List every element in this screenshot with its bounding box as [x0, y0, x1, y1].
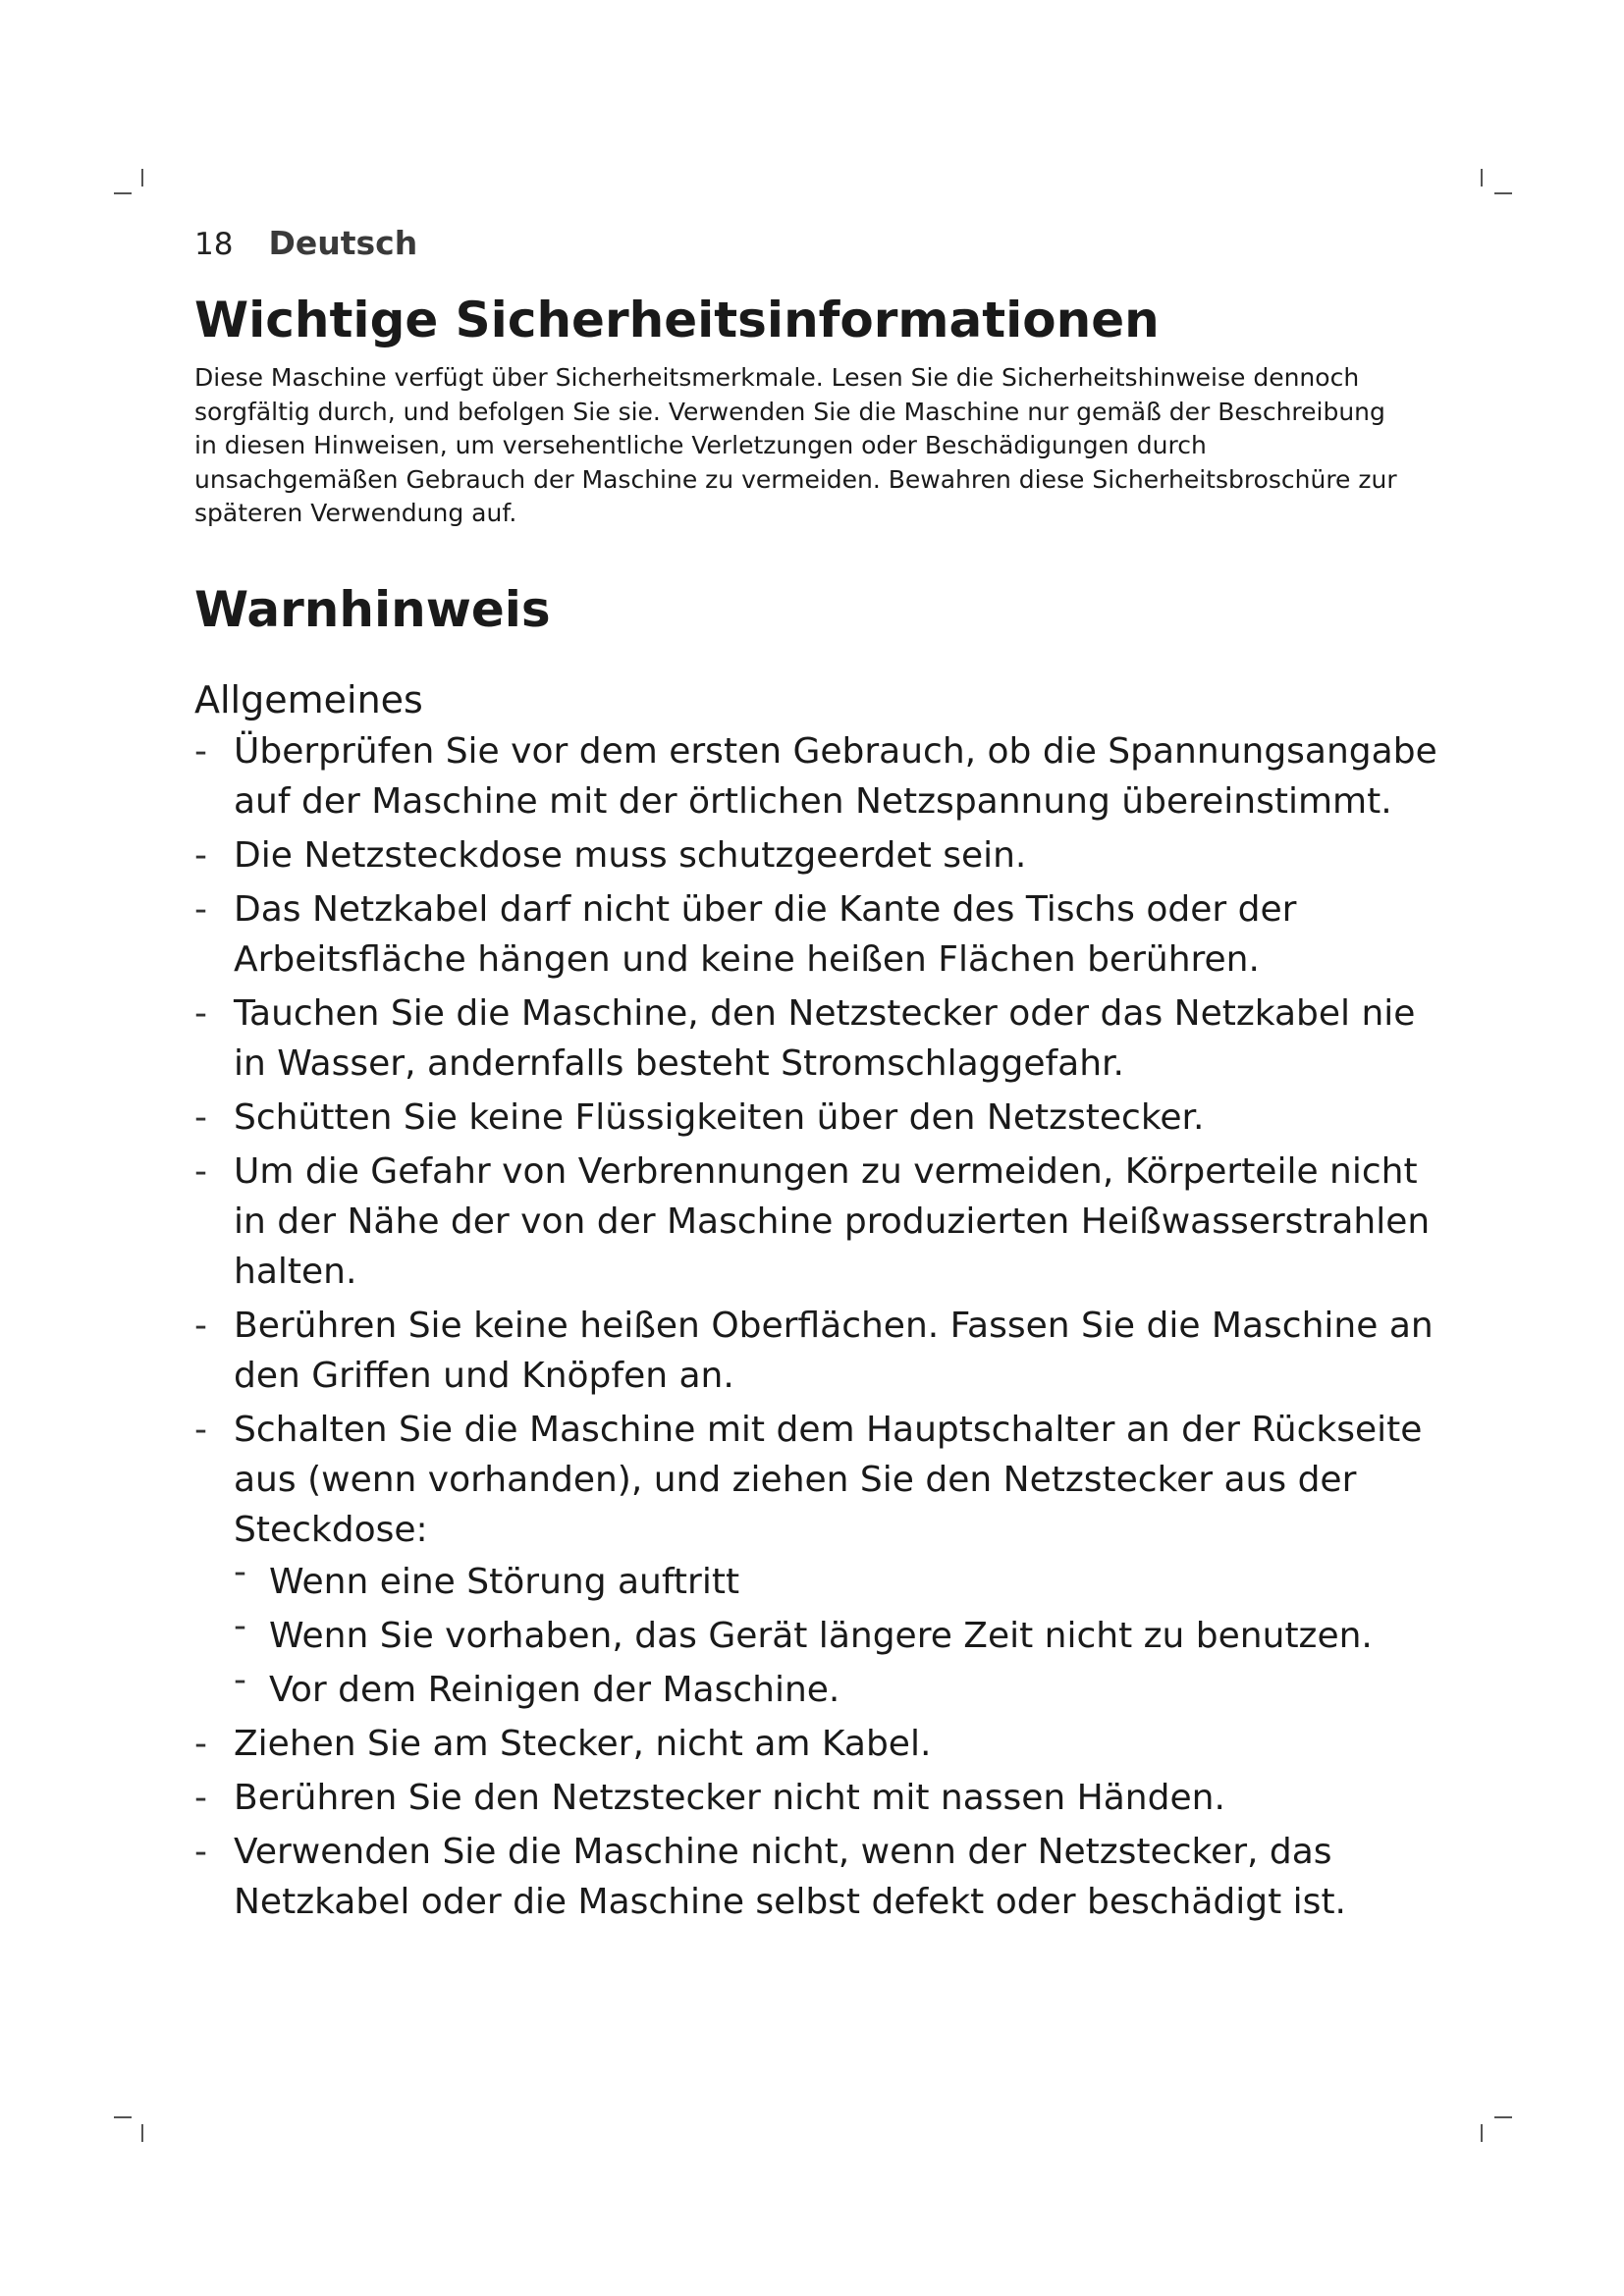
crop-mark-top-left-v	[141, 169, 143, 187]
list-item	[194, 1093, 1441, 1143]
list-item-text: Berühren Sie den Netzstecker nicht mit nassen Händen.	[234, 1778, 1225, 1819]
sub-list-item	[234, 1660, 1441, 1715]
crop-mark-top-right-v	[1481, 169, 1483, 187]
list-item-text: Berühren Sie keine heißen Oberflächen. Fassen Sie die Maschine an den Griffen und Knöpfen an.	[234, 1306, 1434, 1397]
list-item	[194, 884, 1441, 985]
list-item-text: Verwenden Sie die Maschine nicht, wenn der Netzstecker, das Netzkabel oder die Maschine selbst defekt oder beschädigt ist.	[234, 1832, 1346, 1923]
list-item	[194, 988, 1441, 1089]
list-item-text: Tauchen Sie die Maschine, den Netzstecker oder das Netzkabel nie in Wasser, andernfalls besteht Stromschlaggefahr.	[234, 993, 1416, 1085]
sub-list-item	[234, 1552, 1441, 1607]
warning-list	[194, 726, 1441, 1927]
list-item-text: Überprüfen Sie vor dem ersten Gebrauch, ob die Spannungsangabe auf der Maschine mit der örtlichen Netzspannung übereinstimmt.	[234, 731, 1437, 823]
bullet-dash: -	[194, 1410, 207, 1451]
sub-bullet: -	[234, 1660, 246, 1701]
page-header	[194, 224, 417, 262]
sub-bullet: -	[234, 1606, 246, 1647]
list-item	[194, 1147, 1441, 1297]
list-item	[194, 1827, 1441, 1927]
bullet-dash: -	[194, 889, 207, 931]
sub-list-item-text: Wenn Sie vorhaben, das Gerät längere Zeit nicht zu benutzen.	[269, 1616, 1373, 1657]
list-item	[194, 1405, 1441, 1715]
bullet-dash: -	[194, 1306, 207, 1347]
crop-mark-bottom-right-v	[1481, 2124, 1483, 2142]
bullet-dash: -	[194, 1724, 207, 1765]
crop-mark-bottom-left-h	[114, 2116, 132, 2118]
warning-subtitle: Allgemeines	[194, 677, 423, 721]
bullet-dash: -	[194, 731, 207, 773]
list-item-text: Schalten Sie die Maschine mit dem Hauptschalter an der Rückseite aus (wenn vorhanden), und ziehen Sie den Netzstecker aus der Steckdose:	[234, 1410, 1423, 1551]
crop-mark-top-left-h	[114, 192, 132, 194]
crop-mark-bottom-left-v	[141, 2124, 143, 2142]
sub-list	[234, 1552, 1441, 1715]
safety-intro: Diese Maschine verfügt über Sicherheitsmerkmale. Lesen Sie die Sicherheitshinweise dennoch sorgfältig durch, und befolgen Sie sie. Verwenden Sie die Maschine nur gemäß der Beschreibung in diesen Hinweisen, um versehentliche Verletzungen oder Beschädigungen durch unsachgemäßen Gebrauch der Maschine zu vermeiden. Bewahren diese Sicherheitsbroschüre zur späteren Verwendung auf.	[194, 363, 1397, 527]
list-item	[194, 1301, 1441, 1401]
bullet-dash: -	[194, 1832, 207, 1873]
sub-list-item-text: Wenn eine Störung auftritt	[269, 1562, 740, 1603]
bullet-dash: -	[194, 1097, 207, 1139]
list-item	[194, 726, 1441, 827]
list-item-text: Ziehen Sie am Stecker, nicht am Kabel.	[234, 1724, 932, 1765]
page-content	[194, 291, 1441, 1931]
page-number: 18	[194, 227, 234, 262]
bullet-dash: -	[194, 1151, 207, 1193]
bullet-dash: -	[194, 835, 207, 877]
bullet-dash: -	[194, 993, 207, 1035]
list-item-text: Das Netzkabel darf nicht über die Kante des Tischs oder der Arbeitsfläche hängen und keine heißen Flächen berühren.	[234, 889, 1297, 981]
sub-list-item-text: Vor dem Reinigen der Maschine.	[269, 1670, 840, 1711]
bullet-dash: -	[194, 1778, 207, 1819]
language-label: Deutsch	[268, 224, 418, 262]
list-item-text: Die Netzsteckdose muss schutzgeerdet sein.	[234, 835, 1027, 877]
list-item	[194, 1773, 1441, 1823]
crop-mark-bottom-right-h	[1494, 2116, 1512, 2118]
crop-mark-top-right-h	[1494, 192, 1512, 194]
list-item	[194, 830, 1441, 881]
warning-title: Warnhinweis	[194, 580, 551, 638]
list-item-text: Um die Gefahr von Verbrennungen zu vermeiden, Körperteile nicht in der Nähe der von der Maschine produzierten Heißwasserstrahlen halten.	[234, 1151, 1431, 1293]
list-item-text: Schütten Sie keine Flüssigkeiten über den Netzstecker.	[234, 1097, 1205, 1139]
safety-title: Wichtige Sicherheitsinformationen	[194, 292, 1160, 348]
list-item	[194, 1719, 1441, 1769]
sub-bullet: -	[234, 1552, 246, 1593]
sub-list-item	[234, 1606, 1441, 1661]
